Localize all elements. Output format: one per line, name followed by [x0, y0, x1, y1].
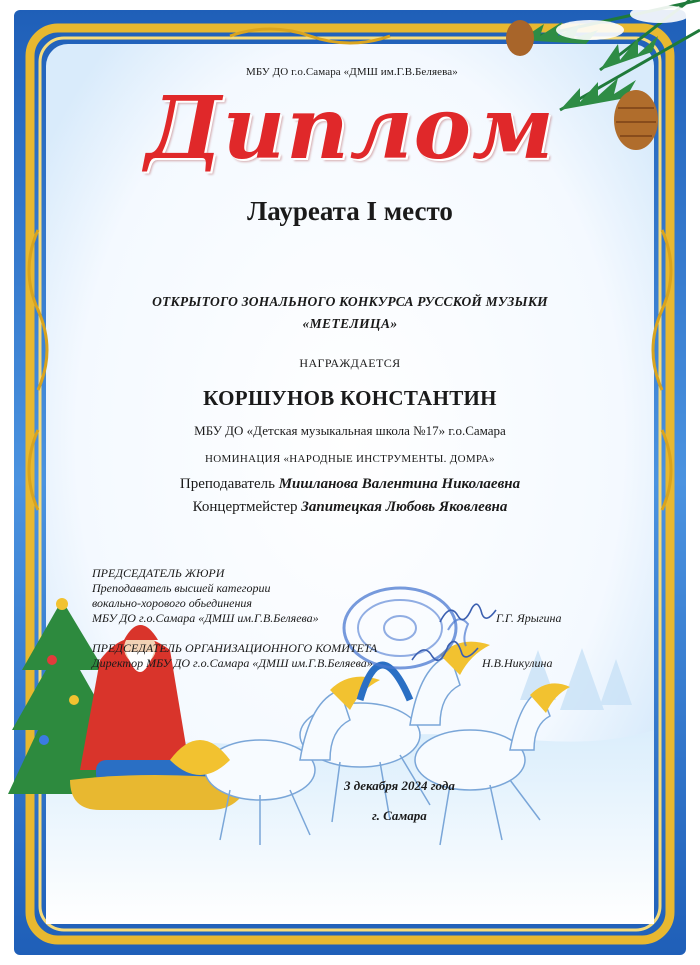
organization-header: МБУ ДО г.о.Самара «ДМШ им.Г.В.Беляева» [246, 66, 458, 78]
contest-name-line2: «МЕТЕЛИЦА» [302, 316, 398, 331]
jury-chair-name: Г.Г. Ярыгина [496, 611, 562, 625]
jury-chair-position-line3: МБУ ДО г.о.Самара «ДМШ им.Г.В.Беляева» [92, 611, 319, 625]
diploma-title: Диплом [145, 78, 555, 179]
accompanist-label: Концертмейстер [192, 499, 298, 515]
teacher-name: Мишланова Валентина Николаевна [278, 476, 521, 492]
winner-school: МБУ ДО «Детская музыкальная школа №17» г.о.Самара [194, 423, 506, 438]
diploma-subtitle: Лауреата I место [247, 196, 453, 226]
jury-chair-title: ПРЕДСЕДАТЕЛЬ ЖЮРИ [92, 566, 225, 580]
accompanist-line [0, 499, 700, 516]
jury-chair-position-line2: вокально-хорового обьединения [92, 596, 253, 610]
contest-name-line1: ОТКРЫТОГО ЗОНАЛЬНОГО КОНКУРСА РУССКОЙ МУЗЫКИ [152, 294, 548, 309]
jury-signature [438, 600, 498, 630]
award-city: г. Самара [372, 808, 427, 823]
winner-name: КОРШУНОВ КОНСТАНТИН [203, 386, 497, 410]
committee-chair-position: Директор МБУ ДО г.о.Самара «ДМШ им.Г.В.Беляева» [92, 656, 373, 670]
nomination: НОМИНАЦИЯ «НАРОДНЫЕ ИНСТРУМЕНТЫ. ДОМРА» [205, 453, 495, 465]
committee-chair-name: Н.В.Никулина [482, 656, 553, 670]
committee-chair-title: ПРЕДСЕДАТЕЛЬ ОРГАНИЗАЦИОННОГО КОМИТЕТА [92, 641, 378, 655]
accompanist-name: Запитецкая Любовь Яковлевна [301, 499, 508, 515]
jury-chair-position-line1: Преподаватель высшей категории [92, 581, 271, 595]
teacher-label: Преподаватель [179, 476, 275, 492]
committee-signature [410, 640, 480, 670]
teacher-line [0, 476, 700, 493]
award-date: 3 декабря 2024 года [344, 778, 455, 793]
awarded-label: НАГРАЖДАЕТСЯ [299, 356, 401, 370]
